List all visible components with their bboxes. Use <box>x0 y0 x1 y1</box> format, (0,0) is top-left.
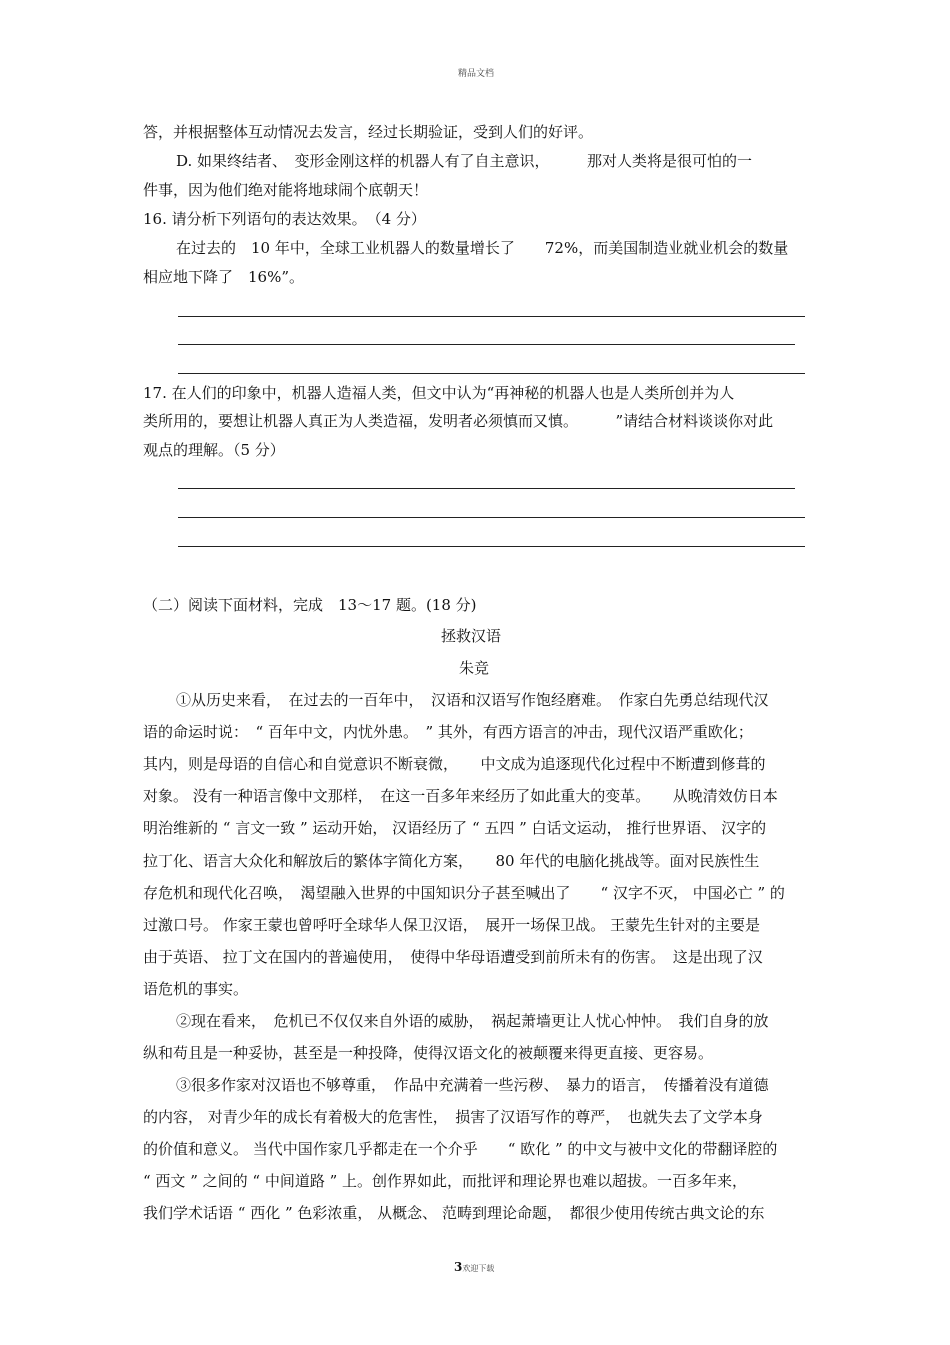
question-16-sentence: 相应地下降了 16%”。 <box>143 268 305 286</box>
paragraph-line: 过激口号。 作家王蒙也曾呼吁全球华人保卫汉语， 展开一场保卫战。 王蒙先生针对的主要是 <box>143 916 761 934</box>
paragraph-line: 语的命运时说： “ 百年中文，内忧外患。 ” 其外，有西方语言的冲击，现代汉语严重欧化； <box>143 723 753 741</box>
text-line: 答，并根据整体互动情况去发言，经过长期验证，受到人们的好评。 <box>143 123 594 141</box>
answer-line[interactable] <box>178 546 805 547</box>
article-author: 朱竞 <box>459 659 490 677</box>
paragraph-line: 对象。 没有一种语言像中文那样， 在这一百多年来经历了如此重大的变革。 从晚清效仿日本 <box>143 787 778 805</box>
footer-label: 欢迎下载 <box>462 1264 495 1273</box>
question-17: 类所用的，要想让机器人真正为人类造福，发明者必须慎而又慎。 ”请结合材料谈谈你对此 <box>143 412 774 430</box>
paragraph-line: 的价值和意义。 当代中国作家几乎都走在一个介乎 “ 欧化 ” 的中文与被中文化的带翻译腔的 <box>143 1140 778 1158</box>
section-heading: （二）阅读下面材料，完成 13～17 题。(18 分) <box>143 596 477 614</box>
question-16: 16. 请分析下列语句的表达效果。 （4 分） <box>143 210 426 228</box>
paragraph-line: 纵和苟且是一种妥协，甚至是一种投降，使得汉语文化的被颠覆来得更直接、更容易。 <box>143 1044 714 1062</box>
paragraph-line: ②现在看来， 危机已不仅仅来自外语的威胁， 祸起萧墙更让人忧心忡忡。 我们自身的放 <box>176 1012 769 1030</box>
header-watermark: 精品文档 <box>458 69 495 79</box>
paragraph-line: ①从历史来看， 在过去的一百年中， 汉语和汉语写作饱经磨难。 作家白先勇总结现代汉 <box>176 691 769 709</box>
question-16-sentence: 在过去的 10 年中，全球工业机器人的数量增长了 72%，而美国制造业就业机会的数量 <box>176 239 789 257</box>
paragraph-line: 拉丁化、语言大众化和解放后的繁体字简化方案， 80 年代的电脑化挑战等。面对民族性生 <box>143 852 760 870</box>
paragraph-line: ③很多作家对汉语也不够尊重， 作品中充满着一些污秽、 暴力的语言， 传播着没有道德 <box>176 1076 769 1094</box>
page-footer <box>454 1260 494 1274</box>
paragraph-line: 由于英语、 拉丁文在国内的普遍使用， 使得中华母语遭受到前所未有的伤害。 这是出现了汉 <box>143 948 763 966</box>
question-17: 17. 在人们的印象中，机器人造福人类，但文中认为“再神秘的机器人也是人类所创并为人 <box>143 384 735 402</box>
question-17: 观点的理解。（5 分） <box>143 441 285 459</box>
paragraph-line: 存危机和现代化召唤， 渴望融入世界的中国知识分子甚至喊出了 “ 汉字不灭， 中国必亡 ” 的 <box>143 884 785 902</box>
answer-line[interactable] <box>178 373 805 374</box>
paragraph-line: 明治维新的 “ 言文一致 ” 运动开始， 汉语经历了 “ 五四 ” 白话文运动， 推行世界语、 汉字的 <box>143 819 767 837</box>
paragraph-line: 我们学术话语 “ 西化 ” 色彩浓重， 从概念、 范畴到理论命题， 都很少使用传统古典文论的东 <box>143 1204 765 1222</box>
answer-line[interactable] <box>178 488 795 489</box>
answer-line[interactable] <box>178 344 795 345</box>
answer-line[interactable] <box>178 517 805 518</box>
paragraph-line: “ 西文 ” 之间的 “ 中间道路 ” 上。创作界如此，而批评和理论界也难以超拔。一百多年来， <box>143 1172 748 1190</box>
option-d-line: D. 如果终结者、 变形金刚这样的机器人有了自主意识， 那对人类将是很可怕的一 <box>176 152 753 170</box>
article-title: 拯救汉语 <box>441 627 502 645</box>
paragraph-line: 语危机的事实。 <box>143 980 249 998</box>
answer-line[interactable] <box>178 316 805 317</box>
paragraph-line: 其内，则是母语的自信心和自觉意识不断衰微， 中文成为追逐现代化过程中不断遭到修葺的 <box>143 755 766 773</box>
page-number: 3 <box>454 1260 463 1274</box>
paragraph-line: 的内容， 对青少年的成长有着极大的危害性， 损害了汉语写作的尊严， 也就失去了文学本身 <box>143 1108 763 1126</box>
text-line: 件事，因为他们绝对能将地球闹个底朝天！ <box>143 181 429 199</box>
